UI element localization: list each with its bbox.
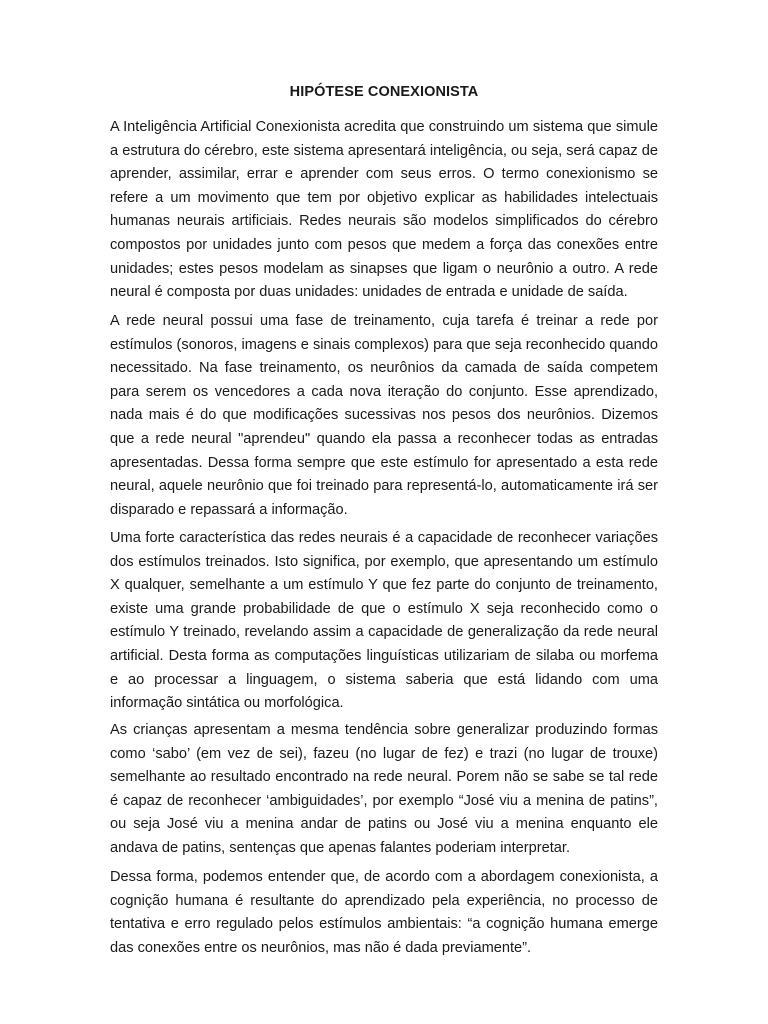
document-title: HIPÓTESE CONEXIONISTA (289, 84, 479, 100)
paragraph-2: A rede neural possui uma fase de treinamento, cuja tarefa é treinar a rede por estímulos (sonoros, imagens e sinais complexos) para que seja reconhecido quando necessitado. Na fase treinamento, os neurônios da camada de saída competem para serem os vencedores a cada nova iteração do conjunto. Esse aprendizado, nada mais é do que modificações sucessivas nos pesos dos neurônios. Dizemos que a rede neural "aprendeu" quando ela passa a reconhecer todas as entradas apresentadas. Dessa forma sempre que este estímulo for apresentado a esta rede neural, aquele neurônio que foi treinado para representá-lo, automaticamente irá ser disparado e repassará a informação. (110, 313, 658, 518)
paragraph-3: Uma forte característica das redes neurais é a capacidade de reconhecer variações dos estímulos treinados. Isto significa, por exemplo, que apresentando um estímulo X qualquer, semelhante a um estímulo Y que fez parte do conjunto de treinamento, existe uma grande probabilidade de que o estímulo X seja reconhecido como o estímulo Y treinado, revelando assim a capacidade de generalização da rede neural artificial. Desta forma as computações linguísticas utilizariam de silaba ou morfema e ao processar a linguagem, o sistema saberia que está lidando com uma informação sintática ou morfológica. (110, 530, 658, 712)
paragraph-5: Dessa forma, podemos entender que, de acordo com a abordagem conexionista, a cognição humana é resultante do aprendizado pela experiência, no processo de tentativa e erro regulado pelos estímulos ambientais: “a cognição humana emerge das conexões entre os neurônios, mas não é dada previamente”. (110, 869, 658, 956)
paragraph-4: As crianças apresentam a mesma tendência sobre generalizar produzindo formas como ‘sabo’ (em vez de sei), fazeu (no lugar de fez) e trazi (no lugar de trouxe) semelhante ao resultado encontrado na rede neural. Porem não se sabe se tal rede é capaz de reconhecer ‘ambiguidades’, por exemplo “José viu a menina de patins”, ou seja José viu a menina andar de patins ou José viu a menina enquanto ele andava de patins, sentenças que apenas falantes poderiam interpretar. (110, 722, 658, 856)
paragraph-1: A Inteligência Artificial Conexionista acredita que construindo um sistema que simule a estrutura do cérebro, este sistema apresentará inteligência, ou seja, será capaz de aprender, assimilar, errar e aprender com seus erros. O termo conexionismo se refere a um movimento que tem por objetivo explicar as habilidades intelectuais humanas neurais artificiais. Redes neurais são modelos simplificados do cérebro compostos por unidades junto com pesos que medem a força das conexões entre unidades; estes pesos modelam as sinapses que ligam o neurônio a outro. A rede neural é composta por duas unidades: unidades de entrada e unidade de saída. (110, 119, 658, 301)
